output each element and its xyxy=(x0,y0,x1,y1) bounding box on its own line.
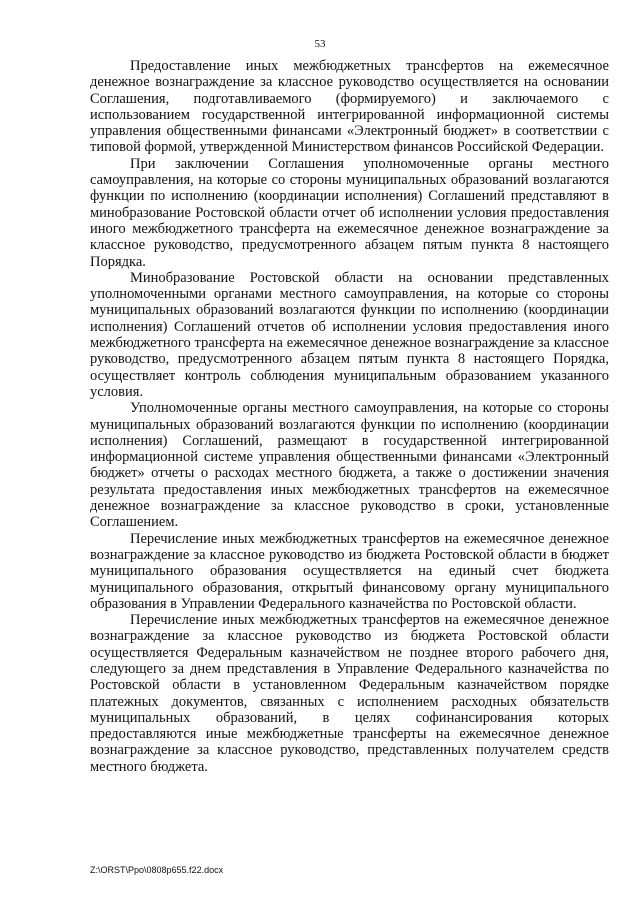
paragraph-treasury-transfer-timing: Перечисление иных межбюджетных трансфертов на ежемесячное денежное вознаграждение за классное руководство из бюджета Ростовской области осуществляется Федеральным казначейством не позднее второго рабочего дня, следующего за днем представления в Управление Федерального казначейства по Ростовской области в установленном Федеральным казначейством порядке платежных документов, связанных с исполнением расходных обязательств муниципальных образований, в целях софинансирования которых предоставляются иные межбюджетные трансферты на ежемесячное денежное вознаграждение за классное руководство, представленных получателем средств местного бюджета. xyxy=(90,612,609,775)
paragraph-ministry-control: Минобразование Ростовской области на основании представленных уполномоченными органами местного самоуправления, на которые со стороны муниципальных образований возлагаются функции по исполнению (координации исполнения) Соглашений отчетов об исполнении условия предоставления иного межбюджетного трансферта на ежемесячное денежное вознаграждение за классное руководство, предусмотренного абзацем пятым пункта 8 настоящего Порядка, осуществляет контроль соблюдения муниципальным образованием указанного условия. xyxy=(90,269,609,400)
page-number: 53 xyxy=(314,38,326,50)
paragraph-agreement-basis: Предоставление иных межбюджетных трансфертов на ежемесячное денежное вознаграждение за классное руководство осуществляется на основании Соглашения, подготавливаемого (формируемого) и заключаемого с использованием государственной интегрированной информационной системы управления общественными финансами «Электронный бюджет» в соответствии с типовой формой, утвержденной Министерством финансов Российской Федерации. xyxy=(90,58,609,156)
document-body xyxy=(90,58,609,775)
footer-file-path: Z:\ORST\Ppo\0808p655.f22.docx xyxy=(90,865,224,875)
paragraph-report-on-conclusion: При заключении Соглашения уполномоченные органы местного самоуправления, на которые со стороны муниципальных образований возлагаются функции по исполнению (координации исполнения) Соглашений представляют в минобразование Ростовской области отчет об исполнении условия предоставления иного межбюджетного трансферта на ежемесячное денежное вознаграждение за классное руководство, предусмотренного абзацем пятым пункта 8 настоящего Порядка. xyxy=(90,155,609,270)
paragraph-transfer-single-account: Перечисление иных межбюджетных трансфертов на ежемесячное денежное вознаграждение за классное руководство из бюджета Ростовской области в бюджет муниципального образования осуществляется на единый счет бюджета муниципального образования, открытый финансовому органу муниципального образования в Управлении Федерального казначейства по Ростовской области. xyxy=(90,530,609,612)
paragraph-reporting-electronic-budget: Уполномоченные органы местного самоуправления, на которые со стороны муниципальных образований возлагаются функции по исполнению (координации исполнения) Соглашений, размещают в государственной интегрированной информационной системе управления общественными финансами «Электронный бюджет» отчеты о расходах местного бюджета, а также о достижении значения результата предоставления иных межбюджетных трансфертов на ежемесячное денежное вознаграждение за классное руководство в сроки, установленные Соглашением. xyxy=(90,400,609,531)
